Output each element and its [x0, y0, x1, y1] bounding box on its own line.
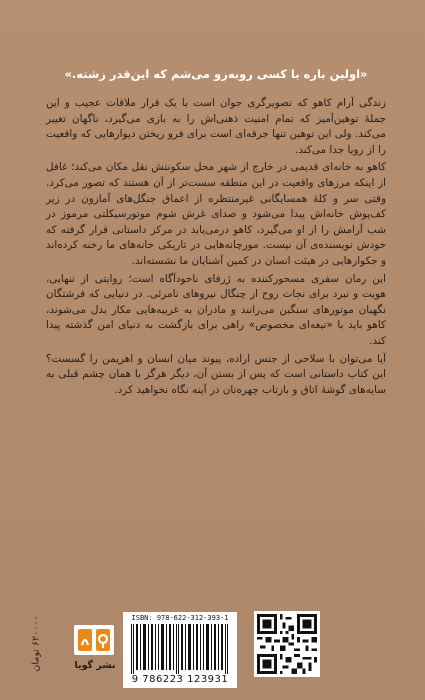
price-text: ۶۲۰۰۰۰ تومان	[30, 615, 42, 672]
cover-quote: «اولین باره با کسی روبه‌رو می‌شم که این‌قدر زشته.»	[64, 67, 368, 81]
isbn-label: ISBN: 978-622-312-393-1	[131, 614, 229, 622]
blurb-paragraph: زندگی آرام کاهو که تصویرگری جوان است با یک قرار ملاقات عجیب و این جملهٔ توهین‌آمیز که تمام امنیت ذهنی‌اش را به بازی می‌گیرد، ناگهان تغییر می‌کند. ولی این توهین تنها جرقه‌ای است برای فرو ریختن دیوارهایی که واقعیت را از رویا جدا می‌کند.	[46, 97, 386, 156]
blurb-text	[46, 96, 386, 400]
price-label	[28, 600, 42, 690]
blurb-paragraph: کاهو به خانه‌ای قدیمی در خارج از شهر محل سکونتش نقل مکان می‌کند؛ غافل از اینکه مرزهای واقعیت در این منطقه سست‌تر از آن هستند که تصور می‌کرد. وقتی سر و کلهٔ همسایگانی غیرمنتظره از اعماق جنگل‌های آمازون در زیر کف‌پوش خانه‌اش پیدا می‌شود و صدای غرش شوم موتورسیکلتی مرموز در شب آرامش را از او می‌گیرد، کاهو درمی‌یابد در مرکز داستانی قرار گرفته که خودش نویسنده‌ی آن نیست. مورچانه‌هایی در تاریکی خانه‌های ما رخنه کرده‌اند و جکوارهایی در هیئت انسان در کمین آشنایان ما نشسته‌اند.	[46, 161, 386, 267]
barcode-number: 9 786223 123931	[131, 674, 229, 685]
qr-code-icon	[254, 611, 320, 677]
barcode-bars-icon	[131, 624, 229, 674]
publisher-logo-icon	[74, 625, 114, 655]
barcode	[123, 612, 237, 688]
blurb-paragraph: این رمان سفری مسحورکننده به ژرفای ناخودآگاه است؛ روایتی از تنهایی، هویت و نبرد برای نجات روح از چنگال نیروهای نامرئی. در دنیایی که فرشتگان نگهبان موتورهای سنگین می‌رانند و مادران به غریبه‌هایی مکار بدل می‌شوند، کاهو باید با «تیغه‌ای مخصوص» راهی برای بازگشت به دنیای امن گذشته پیدا کند.	[46, 272, 386, 347]
blurb-paragraph: آیا می‌توان با سلاحی از جنس اراده، پیوند میان انسان و اهریمن را گسست؟ این کتاب داستانی است که پس از بستن آن، دیگر هرگز با همان چشم قبلی به سایه‌های گوشهٔ اتاق و بازتاب چهره‌تان در آینه نگاه نخواهید کرد.	[46, 352, 386, 396]
publisher-name: نشر گویا	[74, 660, 116, 671]
